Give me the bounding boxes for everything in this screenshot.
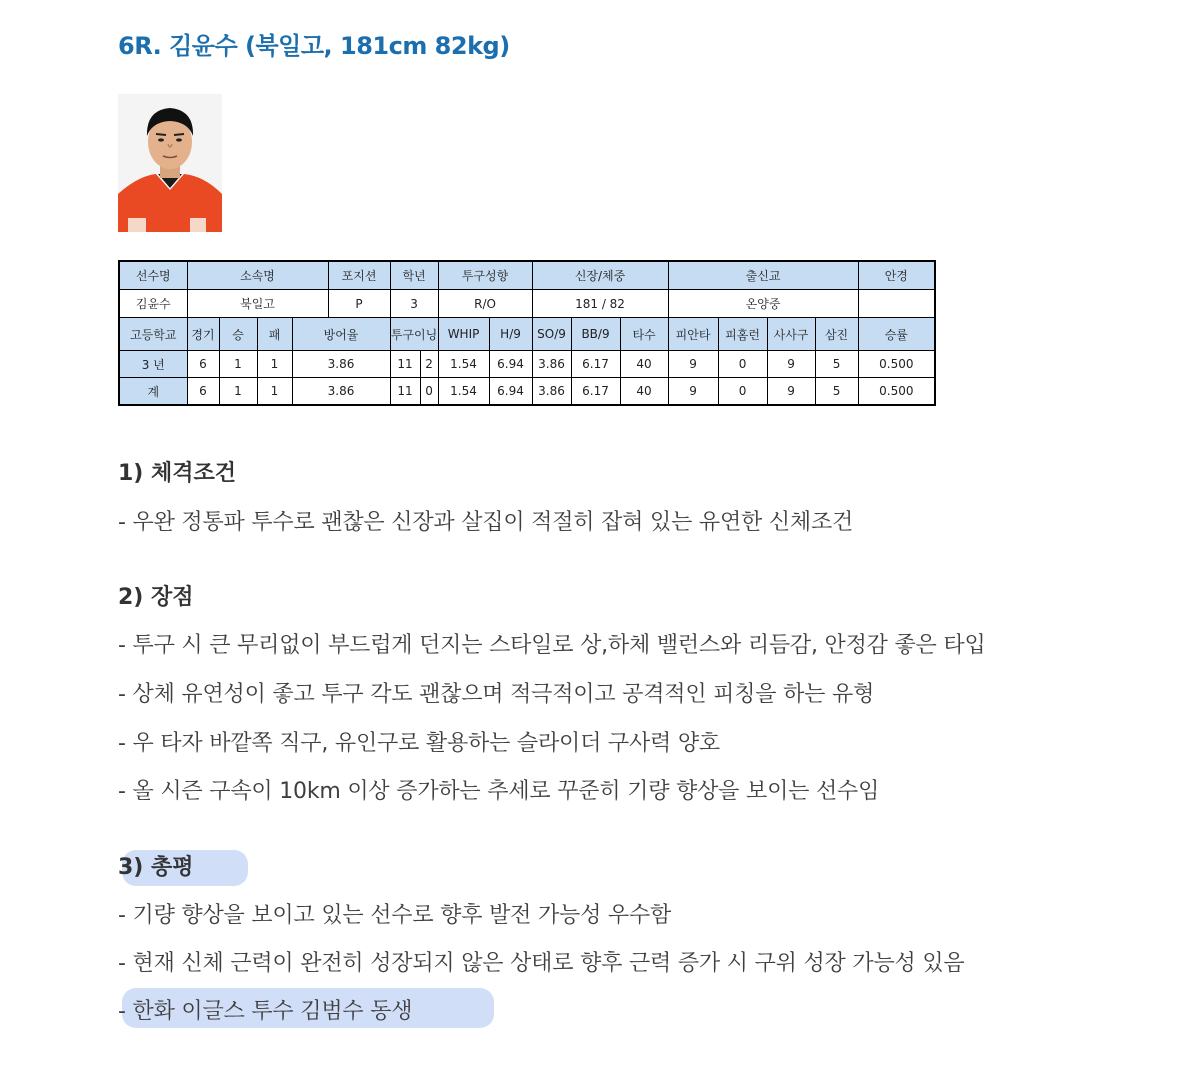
profile-value-position: P bbox=[328, 290, 390, 318]
profile-header-team: 소속명 bbox=[187, 261, 328, 290]
stats-header-row bbox=[119, 318, 935, 351]
profile-header-pitching-style: 투구성향 bbox=[438, 261, 532, 290]
strengths-bullet: - 올 시즌 구속이 10km 이상 증가하는 추세로 꾸준히 기량 향상을 보이는 선수임 bbox=[118, 779, 880, 804]
section-heading-strengths: 2) 장점 bbox=[118, 585, 194, 610]
stats-cell-innings-whole: 11 bbox=[390, 351, 420, 378]
stats-cell-era: 3.86 bbox=[292, 351, 390, 378]
profile-value-glasses bbox=[858, 290, 935, 318]
stats-cell-whip: 1.54 bbox=[438, 351, 489, 378]
profile-header-position: 포지션 bbox=[328, 261, 390, 290]
stats-header-school: 고등학교 bbox=[119, 318, 187, 351]
profile-header-alma-mater: 출신교 bbox=[668, 261, 858, 290]
stats-cell-label: 계 bbox=[119, 378, 187, 406]
stats-header-era: 방어율 bbox=[292, 318, 390, 351]
strengths-bullet: - 우 타자 바깥쪽 직구, 유인구로 활용하는 슬라이더 구사력 양호 bbox=[118, 731, 720, 756]
stats-cell-era: 3.86 bbox=[292, 378, 390, 406]
profile-header-height-weight: 신장/체중 bbox=[532, 261, 668, 290]
profile-value-height-weight: 181 / 82 bbox=[532, 290, 668, 318]
stats-header-losses: 패 bbox=[257, 318, 292, 351]
stats-cell-h9: 6.94 bbox=[489, 351, 532, 378]
stats-header-hits-allowed: 피안타 bbox=[668, 318, 718, 351]
profile-value-pitching-style: R/O bbox=[438, 290, 532, 318]
stats-cell-at-bats: 40 bbox=[620, 378, 668, 406]
stats-cell-games: 6 bbox=[187, 378, 219, 406]
stats-cell-h9: 6.94 bbox=[489, 378, 532, 406]
stats-header-bb9: BB/9 bbox=[571, 318, 620, 351]
stats-cell-wins: 1 bbox=[219, 378, 257, 406]
stats-header-whip: WHIP bbox=[438, 318, 489, 351]
page-title: 6R. 김윤수 (북일고, 181cm 82kg) bbox=[118, 32, 510, 60]
stats-header-win-pct: 승률 bbox=[858, 318, 935, 351]
stats-cell-at-bats: 40 bbox=[620, 351, 668, 378]
profile-value-grade: 3 bbox=[390, 290, 438, 318]
stats-cell-walks: 9 bbox=[767, 378, 815, 406]
strengths-bullet: - 상체 유연성이 좋고 투구 각도 괜찮으며 적극적이고 공격적인 피칭을 하는 유형 bbox=[118, 682, 875, 707]
stats-header-innings: 투구이닝 bbox=[390, 318, 438, 351]
player-portrait-image bbox=[118, 94, 222, 232]
stats-cell-strikeouts: 5 bbox=[815, 378, 858, 406]
stats-cell-so9: 3.86 bbox=[532, 351, 571, 378]
stats-header-walks: 사사구 bbox=[767, 318, 815, 351]
summary-bullet: - 현재 신체 근력이 완전히 성장되지 않은 상태로 향후 근력 증가 시 구위 성장 가능성 있음 bbox=[118, 951, 965, 976]
summary-bullet: - 한화 이글스 투수 김범수 동생 bbox=[118, 999, 413, 1024]
player-stats-table bbox=[118, 260, 936, 406]
stats-header-games: 경기 bbox=[187, 318, 219, 351]
stats-cell-whip: 1.54 bbox=[438, 378, 489, 406]
stats-row-total bbox=[119, 378, 935, 406]
stats-cell-losses: 1 bbox=[257, 378, 292, 406]
stats-cell-bb9: 6.17 bbox=[571, 378, 620, 406]
stats-header-h9: H/9 bbox=[489, 318, 532, 351]
stats-header-hr-allowed: 피홈런 bbox=[718, 318, 767, 351]
stats-header-at-bats: 타수 bbox=[620, 318, 668, 351]
profile-value-team: 북일고 bbox=[187, 290, 328, 318]
stats-cell-so9: 3.86 bbox=[532, 378, 571, 406]
stats-header-strikeouts: 삼진 bbox=[815, 318, 858, 351]
profile-value-name: 김윤수 bbox=[119, 290, 187, 318]
profile-value-alma-mater: 온양중 bbox=[668, 290, 858, 318]
profile-header-glasses: 안경 bbox=[858, 261, 935, 290]
stats-cell-hr-allowed: 0 bbox=[718, 351, 767, 378]
physique-bullet: - 우완 정통파 투수로 괜찮은 신장과 살집이 적절히 잡혀 있는 유연한 신체조건 bbox=[118, 510, 854, 535]
stats-cell-walks: 9 bbox=[767, 351, 815, 378]
stats-cell-hits-allowed: 9 bbox=[668, 351, 718, 378]
stats-header-wins: 승 bbox=[219, 318, 257, 351]
summary-bullet: - 기량 향상을 보이고 있는 선수로 향후 발전 가능성 우수함 bbox=[118, 903, 672, 928]
section-heading-physique: 1) 체격조건 bbox=[118, 461, 237, 486]
stats-cell-wins: 1 bbox=[219, 351, 257, 378]
profile-header-grade: 학년 bbox=[390, 261, 438, 290]
stats-header-so9: SO/9 bbox=[532, 318, 571, 351]
stats-cell-innings-frac: 0 bbox=[420, 378, 438, 406]
stats-cell-bb9: 6.17 bbox=[571, 351, 620, 378]
stats-cell-label: 3 년 bbox=[119, 351, 187, 378]
stats-cell-hr-allowed: 0 bbox=[718, 378, 767, 406]
stats-row-year3 bbox=[119, 351, 935, 378]
stats-cell-strikeouts: 5 bbox=[815, 351, 858, 378]
profile-header-name: 선수명 bbox=[119, 261, 187, 290]
profile-value-row bbox=[119, 290, 935, 318]
stats-cell-hits-allowed: 9 bbox=[668, 378, 718, 406]
stats-cell-win-pct: 0.500 bbox=[858, 378, 935, 406]
stats-cell-win-pct: 0.500 bbox=[858, 351, 935, 378]
stats-cell-innings-frac: 2 bbox=[420, 351, 438, 378]
profile-header-row bbox=[119, 261, 935, 290]
strengths-bullet: - 투구 시 큰 무리없이 부드럽게 던지는 스타일로 상,하체 밸런스와 리듬감, 안정감 좋은 타입 bbox=[118, 633, 986, 658]
player-photo bbox=[118, 94, 222, 232]
stats-cell-innings-whole: 11 bbox=[390, 378, 420, 406]
stats-cell-games: 6 bbox=[187, 351, 219, 378]
section-heading-summary: 3) 총평 bbox=[118, 855, 194, 880]
stats-cell-losses: 1 bbox=[257, 351, 292, 378]
